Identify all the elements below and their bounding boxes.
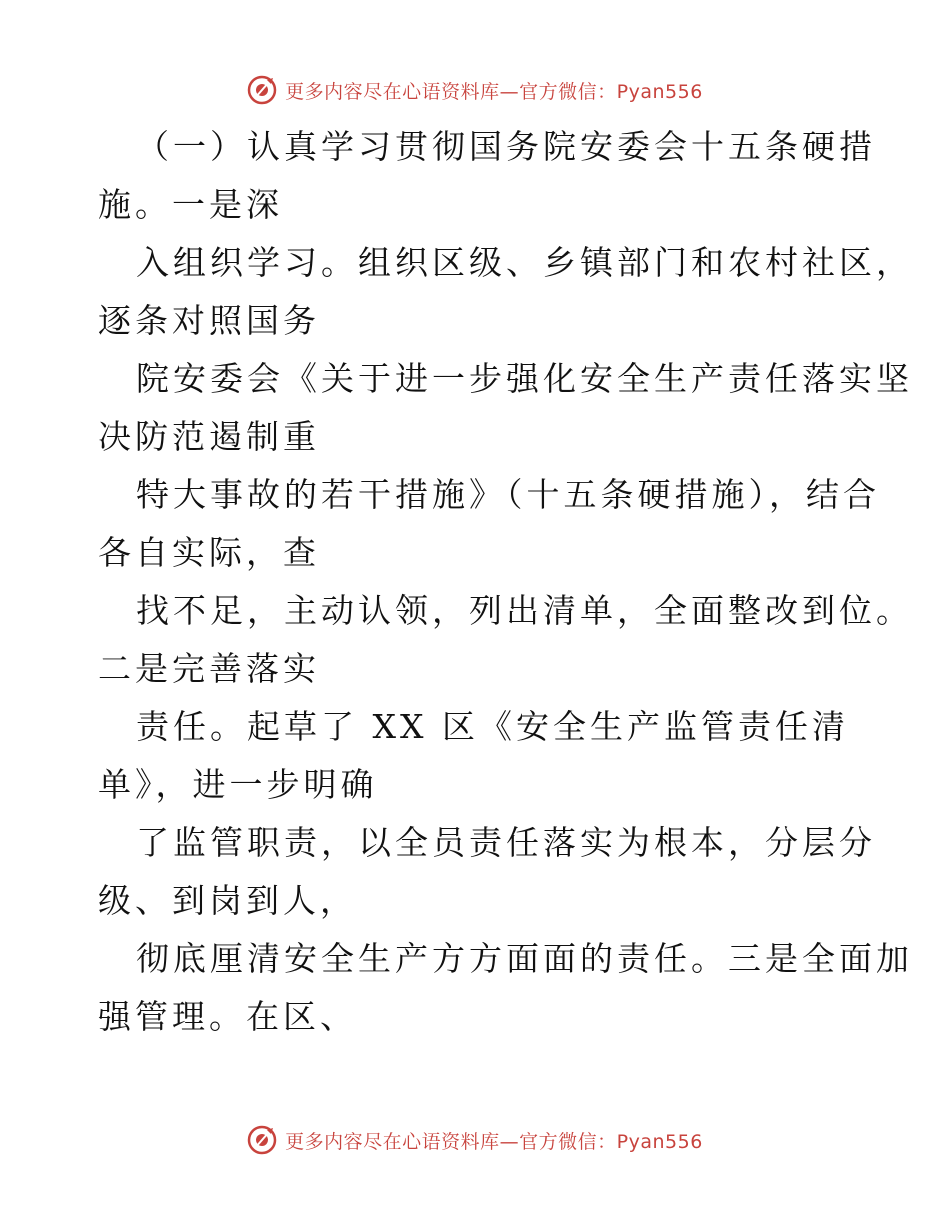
text-line: 了监管职责，以全员责任落实为根本，分层分 (136, 823, 876, 862)
text-line: 级、到岗到人， (98, 881, 357, 920)
text-line: （一）认真学习贯彻国务院安委会十五条硬措 (136, 127, 876, 166)
document-body (98, 118, 913, 1046)
text-line: 找不足，主动认领，列出清单，全面整改到位。 (136, 591, 913, 630)
text-line: 彻底厘清安全生产方方面面的责任。三是全面加 (136, 939, 913, 978)
text-line: 决防范遏制重 (98, 417, 320, 456)
logo-icon (247, 75, 277, 105)
text-line: 特大事故的若干措施》（十五条硬措施），结合 (136, 475, 880, 514)
text-line: 二是完善落实 (98, 649, 320, 688)
text-line: 各自实际，查 (98, 533, 320, 572)
text-line: 院安委会《关于进一步强化安全生产责任落实坚 (136, 359, 913, 398)
text-line: 施。一是深 (98, 185, 283, 224)
text-line: 强管理。在区、 (98, 997, 357, 1036)
logo-icon (247, 1125, 277, 1155)
text-line: 责任。起草了 XX 区《安全生产监管责任清 (136, 707, 849, 746)
header-watermark (0, 70, 950, 110)
footer-watermark (0, 1120, 950, 1160)
watermark-text: 更多内容尽在心语资料库—官方微信：Pyan556 (285, 80, 703, 103)
text-line: 单》，进一步明确 (98, 765, 378, 804)
watermark-text: 更多内容尽在心语资料库—官方微信：Pyan556 (285, 1130, 703, 1153)
text-line: 逐条对照国务 (98, 301, 320, 340)
text-line: 入组织学习。组织区级、乡镇部门和农村社区， (136, 243, 913, 282)
